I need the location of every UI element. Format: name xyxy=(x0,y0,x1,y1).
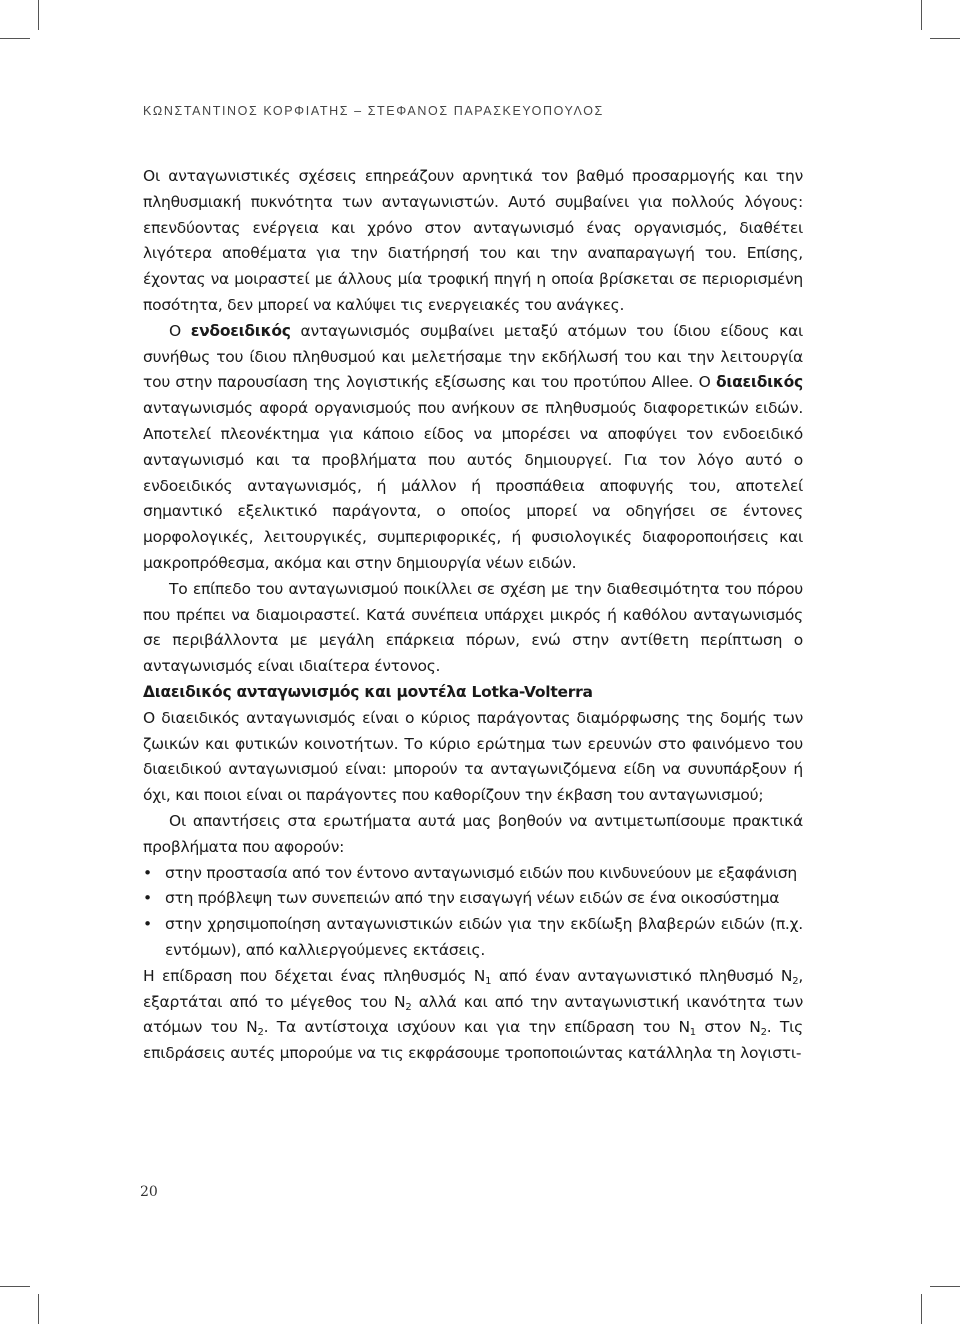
crop-mark xyxy=(930,38,960,39)
bullet-icon: • xyxy=(143,915,152,934)
bold-term: ενδοειδικός xyxy=(190,321,291,340)
crop-mark xyxy=(0,1286,30,1287)
crop-mark xyxy=(38,1294,39,1324)
paragraph: Οι ανταγωνιστικές σχέσεις επηρεάζουν αρνητικά τον βαθμό προσαρμογής και την πληθυσμιακή πυκνότητα των ανταγωνιστών. Αυτό συμβαίνει για πολλούς λόγους: επενδύοντας ενέργεια και χρόνο στον ανταγωνισμό ένας οργανισμός, διαθέτει λιγότερα αποθέματα για την διατήρησή του και την αναπαραγωγή του. Επίσης, έχοντας να μοιραστεί με άλλους μία τροφική πηγή η οποία βρίσκεται σε περιορισμένη ποσότητα, δεν μπορεί να καλύψει τις ενεργειακές του ανάγκες. xyxy=(143,167,803,314)
paragraph: Οι απαντήσεις στα ερωτήματα αυτά μας βοηθούν να αντιμετωπίσουμε πρακτικά προβλήματα που αφορούν: xyxy=(143,811,803,856)
bold-term: διαειδικός xyxy=(715,373,803,392)
paragraph: Ο ενδοειδικός ανταγωνισμός συμβαίνει μεταξύ ατόμων του ίδιου είδους και συνήθως του ίδιου πληθυσμού και μελετήσαμε την εκδήλωσή του και την λειτουργία του στην παρουσίαση της λογιστικής εξίσωσης και του προτύπου Allee. Ο διαειδικός ανταγωνισμός αφορά οργανισμούς που ανήκουν σε πληθυσμούς διαφορετικών ειδών. Αποτελεί πλεονέκτημα για κάποιο είδος να μπορέσει να αποφύγει τον ενδοειδικό ανταγωνισμό και τα προβλήματα που αυτός δημιουργεί. Για τον λόγο αυτό ο ενδοειδικός ανταγωνισμός, ή μάλλον ή προσπάθεια αποφυγής του, αποτελεί σημαντικό εξελικτικό παράγοντα, ο οποίος μπορεί να οδηγήσει σε έντονες μορφολογικές, λειτουργικές, συμπεριφορικές, ή φυσιολογικές διαφοροποιήσεις και μακροπρόθεσμα, ακόμα και στην δημιουργία νέων ειδών. xyxy=(143,321,803,572)
list-item: • στη πρόβλεψη των συνεπειών από την εισαγωγή νέων ειδών σε ένα οικοσύστημα xyxy=(143,886,803,912)
page-number: 20 xyxy=(140,1184,158,1200)
paragraph: Ο διαειδικός ανταγωνισμός είναι ο κύριος παράγοντας διαμόρφωσης της δομής των ζωικών και φυτικών κοινοτήτων. Το κύριο ερώτημα των ερευνών στο φαινόμενο του διαειδικού ανταγωνισμού είναι: μπορούν τα ανταγωνιζόμενα είδη να συνυπάρξουν ή όχι, και ποιοι είναι οι παράγοντες που καθορίζουν την έκβαση του ανταγωνισμού; xyxy=(143,708,803,805)
paragraph: Η επίδραση που δέχεται ένας πληθυσμός $N_1$ από έναν ανταγωνιστικό πληθυσμό $N_2$, εξαρτάται από το μέγεθος του $N_2$ αλλά και από την ανταγωνιστική ικανότητα των ατόμων του $N_2$. Τα αντίστοιχα ισχύουν και για την επίδραση του $N_1$ στον $N_2$. Τις επιδράσεις αυτές μπορούμε να τις εκφράσουμε τροποποιώντας κατάλληλα τη λογιστι- xyxy=(143,966,804,1063)
crop-mark xyxy=(38,0,39,30)
body-text xyxy=(143,164,803,1067)
crop-mark xyxy=(0,38,30,39)
crop-mark xyxy=(921,0,922,30)
list-item: • στην προστασία από τον έντονο ανταγωνισμό ειδών που κινδυνεύουν με εξαφάνιση xyxy=(143,861,803,887)
running-head: ΚΩΝΣΤΑΝΤΙΝΟΣ ΚΟΡΦΙΑΤΗΣ – ΣΤΕΦΑΝΟΣ ΠΑΡΑΣΚΕΥΟΠΟΥΛΟΣ xyxy=(143,104,604,118)
paragraph: Το επίπεδο του ανταγωνισμού ποικίλλει σε σχέση με την διαθεσιμότητα του πόρου που πρέπει να διαμοιραστεί. Κατά συνέπεια υπάρχει μικρός ή καθόλου ανταγωνισμός σε περιβάλλοντα με μεγάλη επάρκεια πόρων, ενώ στην αντίθετη περίπτωση ο ανταγωνισμός είναι ιδιαίτερα έντονος. xyxy=(143,579,803,676)
bullet-icon: • xyxy=(143,889,152,908)
section-heading: Διαειδικός ανταγωνισμός και μοντέλα Lotka-Volterra xyxy=(143,682,593,701)
crop-mark xyxy=(930,1286,960,1287)
bullet-list xyxy=(143,861,803,964)
bullet-icon: • xyxy=(143,863,152,882)
list-item: • στην χρησιμοποίηση ανταγωνιστικών ειδών για την εκδίωξη βλαβερών ειδών (π.χ. εντόμων), από καλλιεργούμενες εκτάσεις. xyxy=(143,912,803,964)
crop-mark xyxy=(921,1294,922,1324)
